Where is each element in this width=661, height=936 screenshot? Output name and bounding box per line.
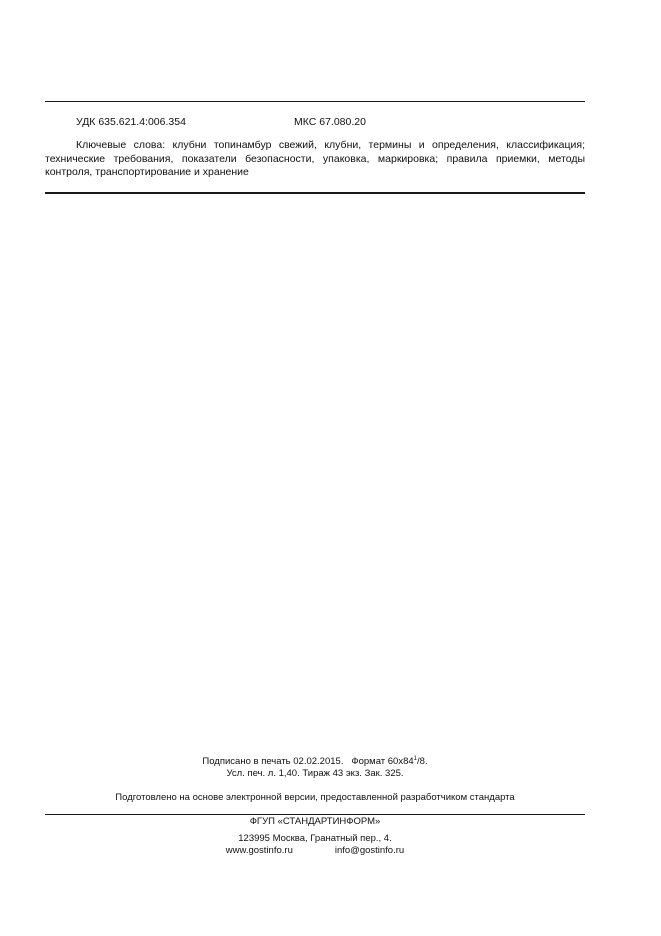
- classification-codes: [76, 116, 366, 128]
- email-link[interactable]: info@gostinfo.ru: [334, 845, 405, 856]
- keywords-paragraph: Ключевые слова: клубни топинамбур свежий, клубни, термины и определения, классификация; технические требования, показатели безопасности, упаковка, маркировка; правила приемки, методы контроля, транспортирование и хранение: [45, 139, 585, 178]
- website-link[interactable]: www.gostinfo.ru: [225, 845, 293, 856]
- keywords-divider: [45, 192, 585, 194]
- publisher-address: 123995 Москва, Гранатный пер., 4.: [238, 833, 392, 844]
- publisher-name: ФГУП «СТАНДАРТИНФОРМ»: [249, 816, 381, 827]
- publisher-divider: [45, 814, 585, 815]
- format-fraction-denominator: 8: [419, 756, 425, 767]
- print-sheets-line: Усл. печ. л. 1,40. Тираж 43 экз. Зак. 325.: [226, 768, 404, 779]
- print-info-line: Подписано в печать 02.02.2015. Формат $60х84^1/8$.: [202, 755, 428, 767]
- format-suffix: .: [424, 756, 428, 767]
- paper-format: Формат 60х84: [351, 756, 414, 767]
- signed-to-print: Подписано в печать 02.02.2015.: [202, 756, 344, 767]
- format-fraction-numerator: 1: [413, 755, 418, 762]
- udk-code: УДК 635.621.4:006.354: [76, 116, 186, 128]
- publisher-contacts: [45, 845, 585, 856]
- top-divider: [45, 101, 585, 102]
- mks-code: МКС 67.080.20: [294, 116, 366, 128]
- prepared-note: Подготовлено на основе электронной версии, предоставленной разработчиком стандарта: [115, 792, 515, 803]
